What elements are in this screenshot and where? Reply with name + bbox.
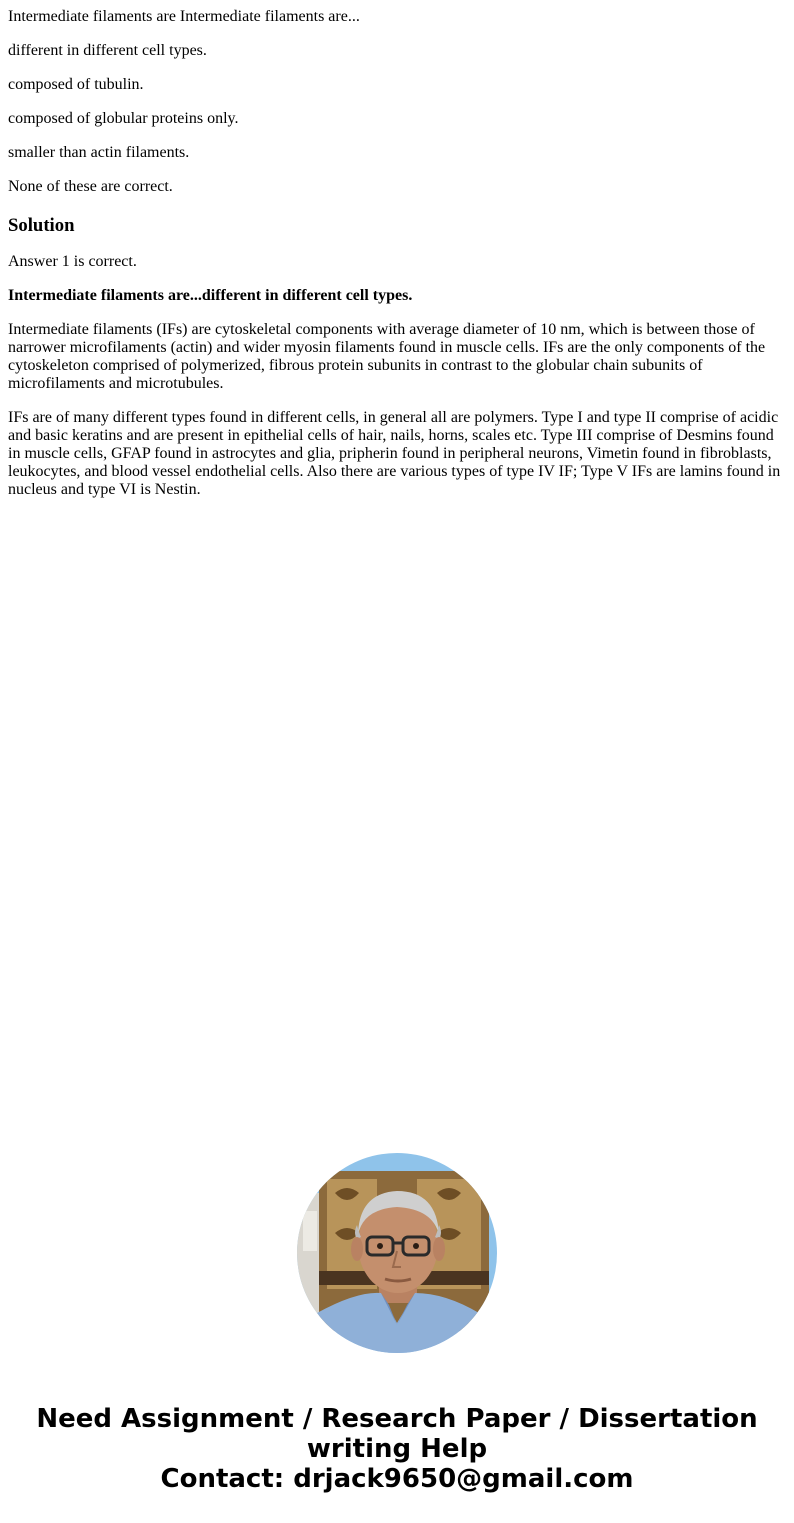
person-photo-icon <box>297 1153 497 1353</box>
explanation-paragraph-2: IFs are of many different types found in different cells, in general all are polymers. Type I and type II comprise of acidic and basic keratins and are present in epithelial cells of hair, nails, horns, scales etc. Type III comprise of Desmins found in muscle cells, GFAP found in astrocytes and glia, pripherin found in peripheral neurons, Vimetin found in fibroblasts, leukocytes, and blood vessel endothelial cells. Also there are various types of type IV IF; Type V IFs are lamins found in nucleus and type VI is Nestin. <box>8 409 781 498</box>
answer-line: Answer 1 is correct. <box>8 253 137 270</box>
option-1: different in different cell types. <box>8 42 207 59</box>
promo-contact: Contact: drjack9650@gmail.com <box>160 1464 634 1494</box>
promo-banner <box>0 1404 794 1494</box>
bold-statement: Intermediate filaments are...different in different cell types. <box>8 287 413 304</box>
option-4: smaller than actin filaments. <box>8 144 190 161</box>
promo-line-1: Need Assignment / Research Paper / Dissertation <box>36 1404 758 1434</box>
option-5: None of these are correct. <box>8 178 173 195</box>
option-3: composed of globular proteins only. <box>8 110 239 127</box>
solution-heading: Solution <box>8 215 75 236</box>
solution-content <box>8 8 786 515</box>
avatar <box>297 1153 497 1353</box>
option-2: composed of tubulin. <box>8 76 144 93</box>
question-prompt: Intermediate filaments are Intermediate filaments are... <box>8 8 360 25</box>
promo-line-2: writing Help <box>306 1434 488 1464</box>
explanation-paragraph-1: Intermediate filaments (IFs) are cytoskeletal components with average diameter of 10 nm, which is between those of narrower microfilaments (actin) and wider myosin filaments found in muscle cells. IFs are the only components of the cytoskeleton comprised of polymerized, fibrous protein subunits in contrast to the globular chain subunits of microfilaments and microtubules. <box>8 321 766 392</box>
